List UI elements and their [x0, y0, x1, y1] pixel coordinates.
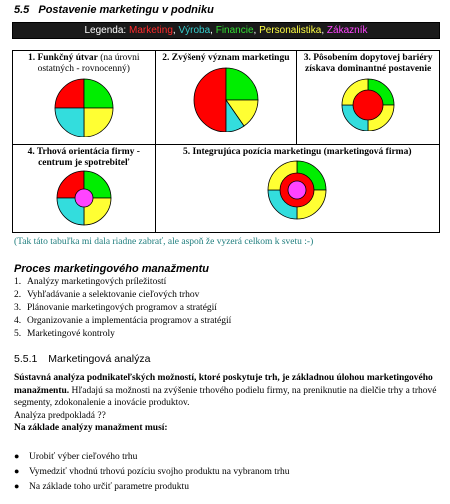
cell-5 [155, 145, 439, 233]
bullet-icon: ● [14, 466, 20, 476]
legend-financie: Financie [215, 25, 254, 36]
cell-1-title: 1. Funkčný útvar (na úrovni ostatných - rovnocenný) [27, 53, 140, 74]
pie-chart-5 [257, 158, 337, 220]
subsection-number: 5.5.1 [14, 353, 38, 365]
cell-3-title: 3. Pôsobením dopytovej bariéry získava dominantné postavenie [303, 53, 433, 74]
cell-1 [13, 51, 156, 145]
legend-personalistika: Personalistika [259, 25, 322, 36]
process-steps-list [14, 276, 231, 341]
pie-chart-2 [186, 64, 266, 132]
legend-label: Legenda: [84, 25, 127, 36]
subsection-title: Marketingová analýza [48, 353, 151, 365]
pie-chart-3 [328, 75, 408, 131]
cell-4-title: 4. Trhová orientácia firmy - centrum je spotrebiteľ [27, 147, 140, 168]
legend-marketing: Marketing [129, 25, 173, 36]
process-heading: Proces marketingového manažmentu [14, 263, 210, 275]
section-title: Postavenie marketingu v podniku [38, 4, 214, 16]
list-item: 3. Plánovanie marketingových programov a stratégií [14, 303, 217, 313]
pie-chart-4 [49, 169, 119, 227]
legend-bar: Legenda: Marketing, Výroba, Financie, Personalistika, Zákazník [12, 22, 440, 39]
list-item: 2. Vyhľadávanie a selektovanie cieľových trhov [14, 290, 200, 300]
legend-vyroba: Výroba [178, 25, 211, 36]
analysis-bold-intro: Sústavná analýza podnikateľských možností, ktoré poskytuje trh, je základnou úlohou marketingového manažmentu. [14, 373, 433, 396]
cell-3 [297, 51, 440, 145]
marketing-position-table [12, 50, 440, 233]
bullet-icon: ● [14, 481, 20, 491]
section-number: 5.5 [14, 4, 30, 16]
legend-zakaznik: Zákazník [326, 25, 368, 36]
analysis-line2: Analýza predpokladá ?? [14, 410, 106, 421]
list-item: 5. Marketingové kontroly [14, 329, 115, 339]
list-item: ● Vymedziť vhodnú trhovú pozíciu svojho produktu na vybranom trhu [14, 466, 290, 477]
list-item: ● Urobiť výber cieľového trhu [14, 451, 138, 462]
analysis-paragraph [14, 372, 439, 435]
cell-5-title: 5. Integrujúca pozícia marketingu (marketingová firma) [183, 147, 412, 157]
cell-2 [155, 51, 297, 145]
list-item: ● Na základe toho určiť parametre produktu [14, 481, 189, 492]
cell-4 [13, 145, 156, 233]
list-item: 1. Analýzy marketingových príležitostí [14, 277, 167, 287]
list-item: 4. Organizovanie a implementácia programov a stratégií [14, 316, 232, 326]
subsection-heading [14, 353, 150, 365]
pie-chart-1 [49, 75, 119, 137]
table-note: (Tak táto tabuľka mi dala riadne zabrať, ale aspoň že vyzerá celkom k svetu :-) [14, 237, 314, 247]
analysis-bullets [14, 449, 290, 494]
section-heading [14, 4, 214, 16]
analysis-rest: Hľadajú sa možnosti na zvýšenie trhového podielu firmy, na preniknutie na dielčie trhy a trhové segmenty, zdokonalenie a inovácie produktov. [14, 385, 437, 408]
bullet-icon: ● [14, 451, 20, 461]
analysis-must-label: Na základe analýzy manažment musí: [14, 423, 168, 433]
cell-2-title: 2. Zvýšený význam marketingu [162, 53, 290, 63]
